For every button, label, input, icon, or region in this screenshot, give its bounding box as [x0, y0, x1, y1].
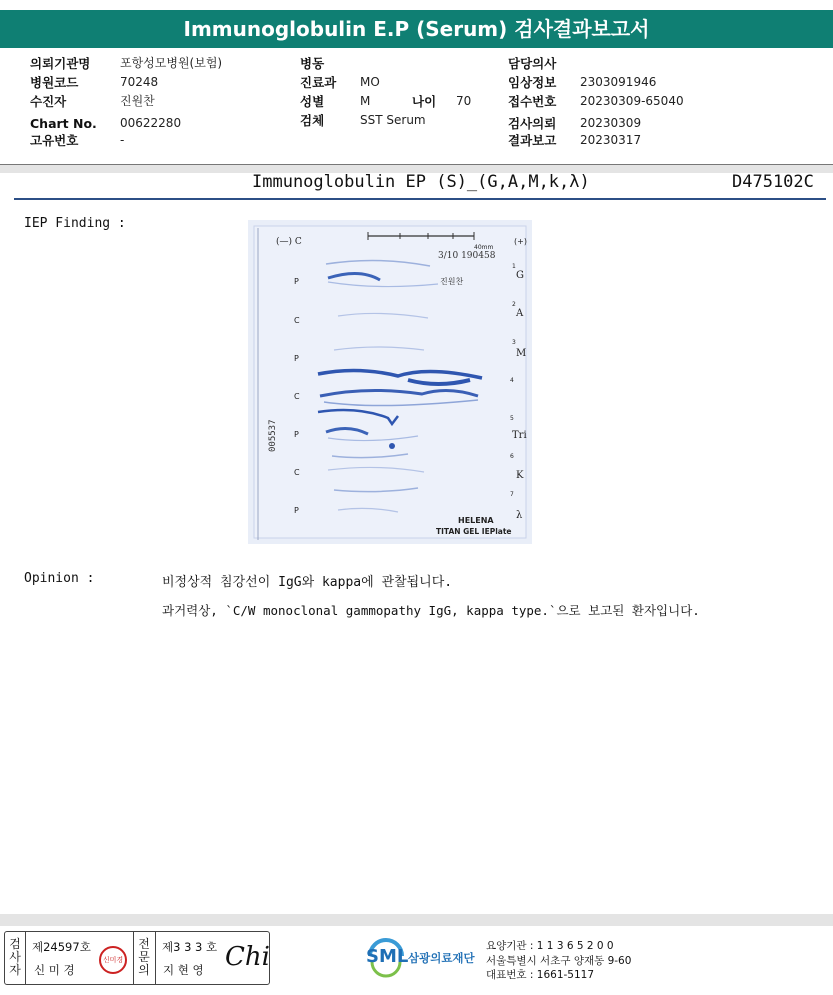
- gel-left-label: (—) C: [276, 237, 302, 247]
- logo-text: SML: [366, 946, 409, 967]
- info-value: 70248: [120, 75, 159, 89]
- info-value: -: [120, 133, 125, 147]
- opinion-line2: 과거력상, `C/W monoclonal gammopathy IgG, kappa type.`으로 보고된 환자입니다.: [162, 603, 700, 618]
- gel-side-number: 005537: [268, 419, 278, 452]
- gel-scale-label: 40mm: [474, 244, 494, 251]
- org-phone: 대표번호 : 1661-5117: [486, 969, 595, 981]
- info-label: 수진자: [30, 94, 67, 109]
- inspector-name: 신 미 경: [34, 963, 75, 977]
- gel-right-label: A: [516, 308, 524, 319]
- seal-text: 신미경: [102, 956, 124, 964]
- org-name: 삼광의료재단: [408, 951, 475, 965]
- gel-left-label: C: [294, 392, 300, 401]
- org-code: 요양기관 : 1 1 3 6 5 2 0 0: [486, 940, 614, 952]
- info-value: 포항성모병원(보험): [120, 56, 223, 70]
- signature-box: [4, 931, 270, 985]
- gel-left-label: P: [294, 277, 299, 286]
- gel-spot: [389, 443, 395, 449]
- inspector-seal-icon: [99, 946, 127, 974]
- info-row-institution: [30, 54, 90, 74]
- info-value: M: [360, 94, 371, 108]
- info-value: 70: [456, 94, 472, 108]
- info-value: 00622280: [120, 116, 182, 130]
- info-label: 임상정보: [508, 75, 557, 90]
- gel-right-num: 5: [510, 415, 514, 422]
- iep-gel-image: [248, 220, 532, 544]
- gel-right-label: (+): [514, 237, 527, 246]
- inspector-role: 검사자: [9, 937, 21, 977]
- info-label: 병원코드: [30, 75, 79, 90]
- opinion-label: Opinion :: [24, 571, 95, 586]
- info-value: 20230317: [580, 133, 642, 147]
- org-address: 서울특별시 서초구 양재동 9-60: [486, 955, 632, 967]
- gel-date-stamp: 3/10 190458: [438, 251, 496, 261]
- title-underline: [14, 198, 826, 200]
- specialist-license: 제3 3 3 호: [162, 940, 218, 954]
- gel-right-label: M: [516, 348, 527, 359]
- info-label: 고유번호: [30, 133, 79, 148]
- specialist-role: 전문의: [138, 937, 150, 977]
- gel-right-num: 2: [512, 301, 516, 308]
- inspector-license: 제24597호: [32, 940, 91, 954]
- info-label: 결과보고: [508, 133, 557, 148]
- gel-right-num: 1: [512, 263, 516, 270]
- info-value: 2303091946: [580, 75, 657, 89]
- gel-right-num: 7: [510, 491, 514, 498]
- gel-right-label: G: [516, 270, 524, 281]
- gel-right-num: 3: [512, 339, 516, 346]
- info-label: 접수번호: [508, 94, 557, 109]
- gel-right-label: λ: [516, 510, 523, 521]
- info-value: MO: [360, 75, 380, 89]
- gel-left-label: P: [294, 506, 299, 515]
- info-label: 검체: [300, 113, 325, 128]
- gel-svg: [248, 220, 532, 544]
- info-label: Chart No.: [30, 116, 97, 131]
- opinion-line1: 비정상적 침강선이 IgG와 kappa에 관찰됩니다.: [162, 575, 453, 590]
- gel-brand-line2: TITAN GEL IEPlate: [436, 527, 512, 536]
- info-label: 성별: [300, 94, 325, 109]
- finding-label: IEP Finding :: [24, 216, 126, 231]
- info-label: 진료과: [300, 75, 337, 90]
- info-value: 진원찬: [120, 94, 155, 108]
- gel-left-label: C: [294, 316, 300, 325]
- gel-right-num: 6: [510, 453, 514, 460]
- info-value: SST Serum: [360, 113, 426, 127]
- report-title: Immunoglobulin E.P (Serum) 검사결과보고서: [0, 10, 833, 48]
- gel-handwritten-name: 진원찬: [440, 277, 464, 286]
- info-value: 20230309-65040: [580, 94, 684, 108]
- specialist-signature-icon: Chi: [225, 942, 270, 972]
- gel-left-label: C: [294, 468, 300, 477]
- gel-brand-line1: HELENA: [458, 516, 494, 525]
- test-code: D475102C: [732, 172, 814, 192]
- gel-right-num: 4: [510, 377, 514, 384]
- gel-right-label: K: [516, 470, 524, 481]
- footer-band: [0, 914, 833, 926]
- gel-right-label: Tri: [512, 430, 527, 441]
- gel-left-label: P: [294, 354, 299, 363]
- specialist-name: 지 현 영: [163, 963, 204, 977]
- info-label: 담당의사: [508, 56, 557, 71]
- info-label: 의뢰기관명: [30, 56, 91, 71]
- test-name: Immunoglobulin EP (S)_(G,A,M,k,λ): [252, 172, 590, 192]
- info-value: 20230309: [580, 116, 642, 130]
- info-label: 검사의뢰: [508, 116, 557, 131]
- info-label: 나이: [412, 94, 437, 109]
- info-label: 병동: [300, 56, 325, 71]
- gel-left-label: P: [294, 430, 299, 439]
